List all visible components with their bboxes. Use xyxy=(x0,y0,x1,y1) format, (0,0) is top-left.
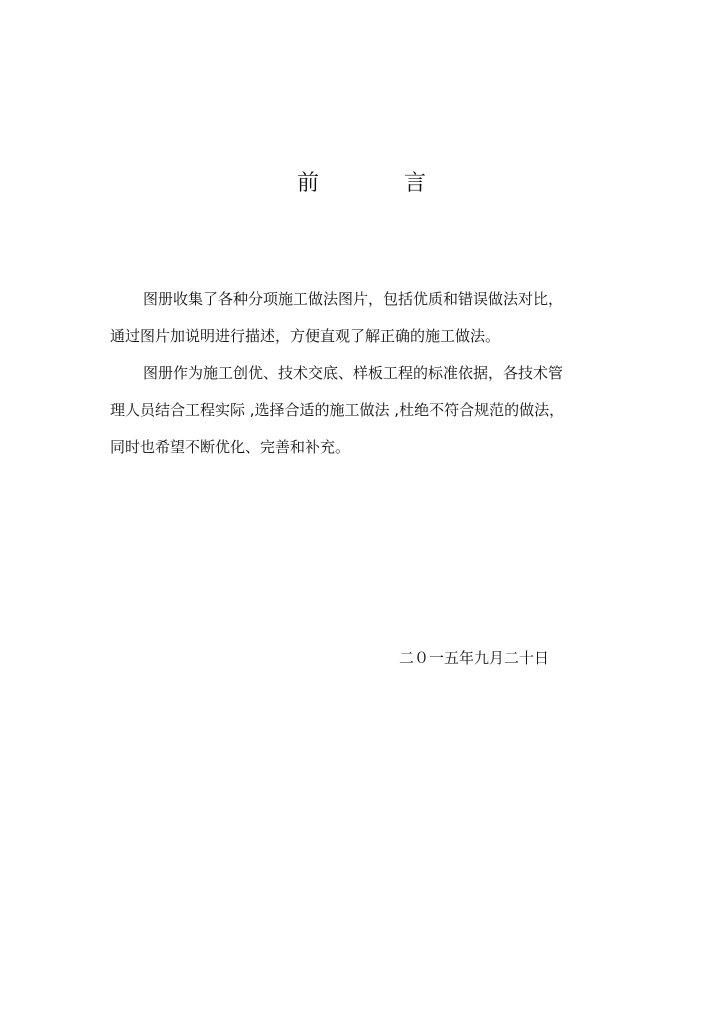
paragraph-line: 理人员结合工程实际 ,选择合适的施工做法 ,杜绝不符合规范的做法， xyxy=(110,401,565,419)
document-date: 二０一五年九月二十日 xyxy=(399,649,550,667)
paragraph-line: 图册作为施工创优、技术交底、样板工程的标准依据，各技术管 xyxy=(143,364,564,382)
paragraph-purpose xyxy=(110,355,630,466)
paragraph-intro xyxy=(110,281,630,355)
paragraph-line: 通过图片加说明进行描述，方便直观了解正确的施工做法。 xyxy=(110,327,501,345)
page-title xyxy=(0,170,724,202)
title-char-yan: 言 xyxy=(404,171,427,196)
paragraph-line: 同时也希望不断优化、完善和补充。 xyxy=(110,438,351,456)
title-char-qian: 前 xyxy=(297,171,320,196)
paragraph-line: 图册收集了各种分项施工做法图片，包括优质和错误做法对比， xyxy=(143,290,564,308)
